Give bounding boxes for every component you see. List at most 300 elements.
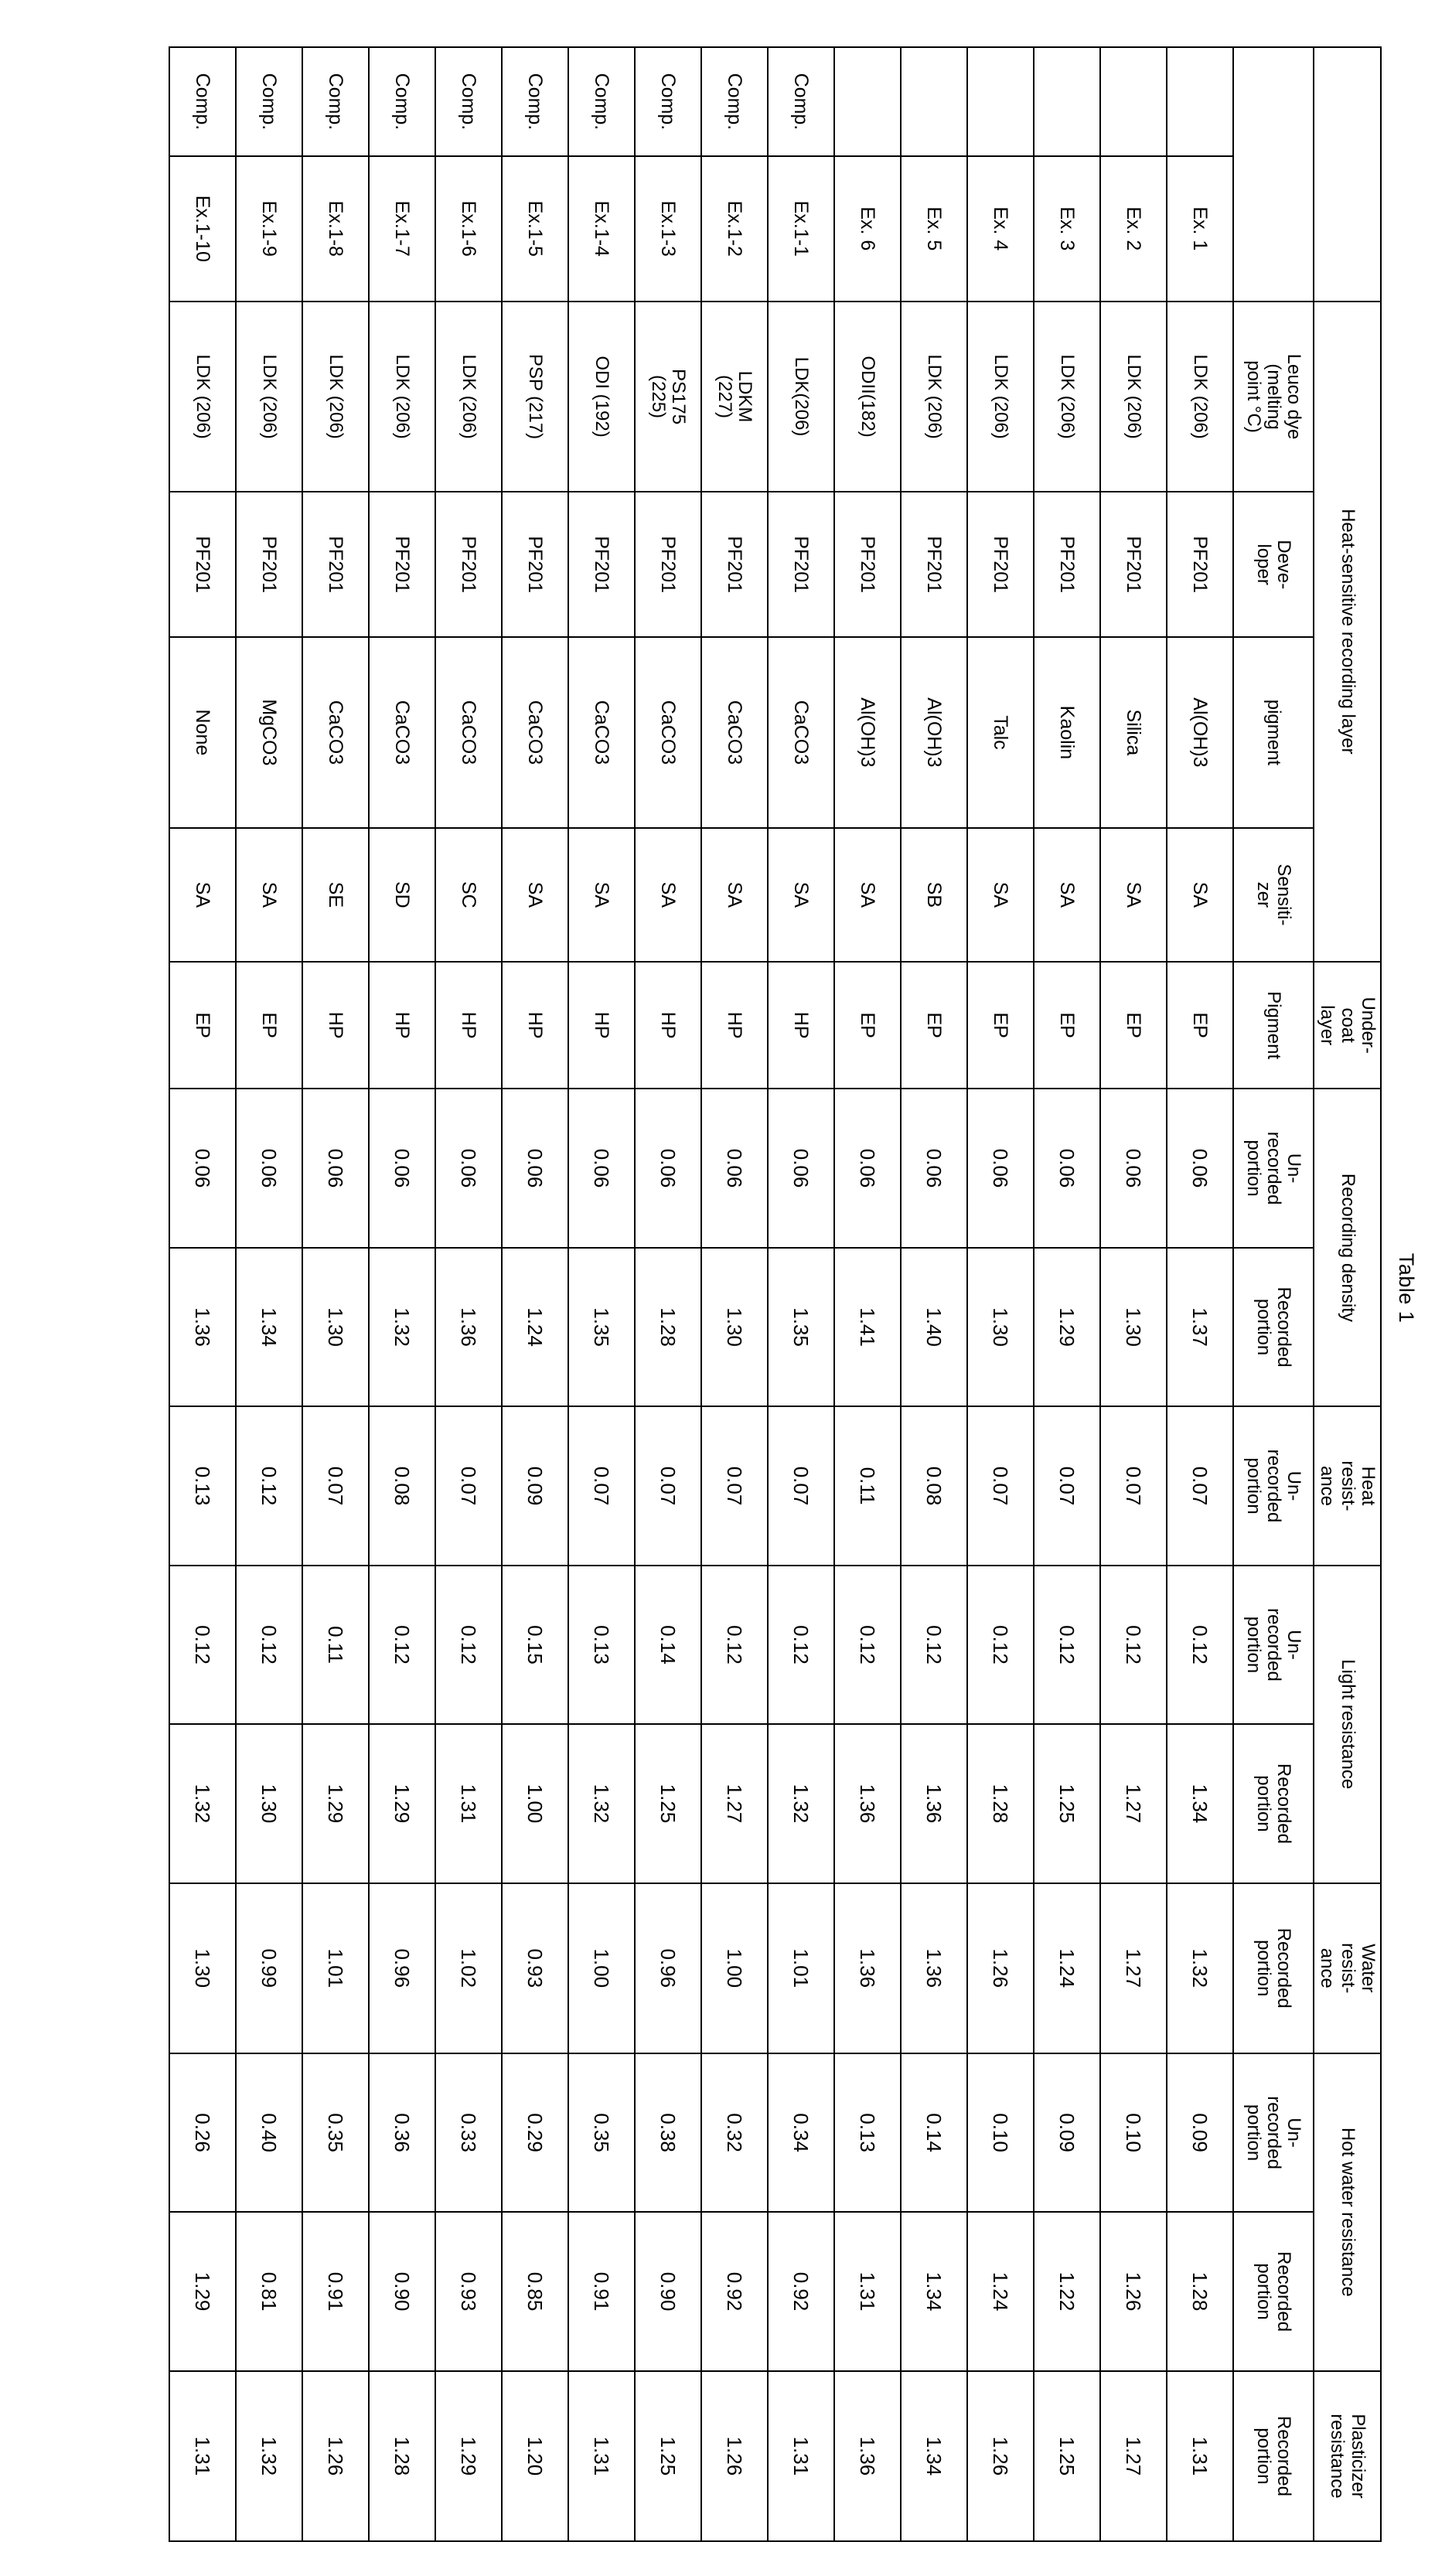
cell-plast-recorded: 1.32 <box>236 2371 302 2541</box>
table-row <box>635 47 701 2541</box>
cell-undercoat-pigment: EP <box>1167 962 1233 1089</box>
cell-sensitizer: SA <box>967 828 1034 962</box>
cell-water-recorded: 1.36 <box>834 1883 901 2053</box>
header-heat-resistance: Heat resist- ance <box>1314 1406 1381 1565</box>
table-row <box>1167 47 1233 2541</box>
cell-rd-recorded: 1.36 <box>435 1248 502 1406</box>
table-head <box>1233 47 1381 2541</box>
subheader-developer: Deve- loper <box>1233 492 1314 637</box>
cell-heat-unrecorded: 0.13 <box>169 1406 236 1565</box>
cell-leuco-dye: LDK (206) <box>435 302 502 492</box>
cell-light-unrecorded: 0.12 <box>834 1566 901 1724</box>
row-prefix-label <box>1034 47 1100 156</box>
row-prefix-label: Comp. <box>768 47 834 156</box>
cell-rd-unrecorded: 0.06 <box>701 1089 768 1247</box>
cell-sensitizer: SC <box>435 828 502 962</box>
table-row <box>768 47 834 2541</box>
cell-developer: PF201 <box>1167 492 1233 637</box>
header-plasticizer-resistance: Plasticizer resistance <box>1314 2371 1381 2541</box>
cell-undercoat-pigment: EP <box>967 962 1034 1089</box>
cell-leuco-dye: LDK (206) <box>967 302 1034 492</box>
subheader-plast-recorded: Recorded portion <box>1233 2371 1314 2541</box>
cell-hot-recorded: 1.31 <box>834 2212 901 2370</box>
cell-water-recorded: 1.00 <box>568 1883 635 2053</box>
cell-developer: PF201 <box>236 492 302 637</box>
cell-plast-recorded: 1.26 <box>967 2371 1034 2541</box>
header-recording-density: Recording density <box>1314 1089 1381 1406</box>
cell-rd-unrecorded: 0.06 <box>1034 1089 1100 1247</box>
cell-hot-recorded: 1.29 <box>169 2212 236 2370</box>
cell-rd-unrecorded: 0.06 <box>967 1089 1034 1247</box>
cell-light-recorded: 1.32 <box>169 1724 236 1883</box>
table-row <box>435 47 502 2541</box>
cell-undercoat-pigment: HP <box>701 962 768 1089</box>
cell-hot-unrecorded: 0.13 <box>834 2053 901 2212</box>
table-area <box>169 0 1382 2576</box>
cell-sensitizer: SA <box>768 828 834 962</box>
cell-rd-unrecorded: 0.06 <box>502 1089 568 1247</box>
cell-undercoat-pigment: HP <box>369 962 435 1089</box>
cell-light-unrecorded: 0.12 <box>1034 1566 1100 1724</box>
cell-plast-recorded: 1.36 <box>834 2371 901 2541</box>
subheader-rd-recorded: Recorded portion <box>1233 1248 1314 1406</box>
cell-sensitizer: SE <box>302 828 369 962</box>
cell-hot-recorded: 0.81 <box>236 2212 302 2370</box>
cell-water-recorded: 1.32 <box>1167 1883 1233 2053</box>
cell-rd-recorded: 1.24 <box>502 1248 568 1406</box>
subheader-hot-recorded: Recorded portion <box>1233 2212 1314 2370</box>
cell-water-recorded: 1.36 <box>901 1883 967 2053</box>
cell-undercoat-pigment: EP <box>236 962 302 1089</box>
cell-rd-unrecorded: 0.06 <box>169 1089 236 1247</box>
cell-light-recorded: 1.32 <box>568 1724 635 1883</box>
cell-light-unrecorded: 0.12 <box>1100 1566 1167 1724</box>
cell-hot-recorded: 0.85 <box>502 2212 568 2370</box>
cell-plast-recorded: 1.28 <box>369 2371 435 2541</box>
table-row <box>901 47 967 2541</box>
cell-light-unrecorded: 0.12 <box>901 1566 967 1724</box>
cell-leuco-dye: ODI (192) <box>568 302 635 492</box>
cell-hot-recorded: 0.92 <box>701 2212 768 2370</box>
cell-sensitizer: SA <box>701 828 768 962</box>
cell-light-recorded: 1.25 <box>1034 1724 1100 1883</box>
table-body <box>169 47 1233 2541</box>
cell-light-unrecorded: 0.11 <box>302 1566 369 1724</box>
cell-rd-unrecorded: 0.06 <box>435 1089 502 1247</box>
cell-hot-unrecorded: 0.09 <box>1034 2053 1100 2212</box>
data-table <box>169 46 1382 2542</box>
row-name-label: Ex. 5 <box>901 156 967 302</box>
cell-heat-unrecorded: 0.07 <box>1100 1406 1167 1565</box>
cell-rd-recorded: 1.37 <box>1167 1248 1233 1406</box>
cell-plast-recorded: 1.31 <box>169 2371 236 2541</box>
row-name-label: Ex. 3 <box>1034 156 1100 302</box>
cell-pigment: Al(OH)3 <box>901 637 967 828</box>
cell-pigment: CaCO3 <box>435 637 502 828</box>
cell-developer: PF201 <box>169 492 236 637</box>
cell-plast-recorded: 1.25 <box>635 2371 701 2541</box>
cell-pigment: Kaolin <box>1034 637 1100 828</box>
cell-light-recorded: 1.31 <box>435 1724 502 1883</box>
cell-hot-recorded: 1.34 <box>901 2212 967 2370</box>
cell-undercoat-pigment: EP <box>1034 962 1100 1089</box>
cell-plast-recorded: 1.25 <box>1034 2371 1100 2541</box>
cell-light-recorded: 1.30 <box>236 1724 302 1883</box>
cell-water-recorded: 1.24 <box>1034 1883 1100 2053</box>
cell-plast-recorded: 1.31 <box>1167 2371 1233 2541</box>
row-prefix-label: Comp. <box>502 47 568 156</box>
cell-rd-unrecorded: 0.06 <box>1100 1089 1167 1247</box>
cell-heat-unrecorded: 0.07 <box>701 1406 768 1565</box>
cell-plast-recorded: 1.31 <box>768 2371 834 2541</box>
cell-pigment: MgCO3 <box>236 637 302 828</box>
cell-leuco-dye: PSP (217) <box>502 302 568 492</box>
cell-heat-unrecorded: 0.09 <box>502 1406 568 1565</box>
cell-light-unrecorded: 0.12 <box>768 1566 834 1724</box>
cell-leuco-dye: LDK (206) <box>369 302 435 492</box>
cell-heat-unrecorded: 0.07 <box>568 1406 635 1565</box>
cell-hot-unrecorded: 0.35 <box>302 2053 369 2212</box>
row-name-label: Ex.1-5 <box>502 156 568 302</box>
cell-plast-recorded: 1.29 <box>435 2371 502 2541</box>
cell-hot-recorded: 1.28 <box>1167 2212 1233 2370</box>
cell-sensitizer: SA <box>1034 828 1100 962</box>
cell-pigment: CaCO3 <box>502 637 568 828</box>
cell-undercoat-pigment: HP <box>768 962 834 1089</box>
cell-hot-recorded: 0.93 <box>435 2212 502 2370</box>
cell-undercoat-pigment: EP <box>169 962 236 1089</box>
subheader-undercoat-pigment: Pigment <box>1233 962 1314 1089</box>
cell-undercoat-pigment: HP <box>635 962 701 1089</box>
cell-sensitizer: SA <box>635 828 701 962</box>
cell-undercoat-pigment: EP <box>901 962 967 1089</box>
row-prefix-label <box>1167 47 1233 156</box>
header-blank-corner <box>1314 47 1381 302</box>
cell-rd-unrecorded: 0.06 <box>236 1089 302 1247</box>
cell-heat-unrecorded: 0.07 <box>967 1406 1034 1565</box>
cell-rd-unrecorded: 0.06 <box>302 1089 369 1247</box>
cell-sensitizer: SA <box>834 828 901 962</box>
row-name-label: Ex.1-3 <box>635 156 701 302</box>
cell-leuco-dye: LDK (206) <box>1034 302 1100 492</box>
cell-water-recorded: 1.26 <box>967 1883 1034 2053</box>
cell-developer: PF201 <box>701 492 768 637</box>
cell-rd-recorded: 1.30 <box>1100 1248 1167 1406</box>
cell-hot-unrecorded: 0.35 <box>568 2053 635 2212</box>
cell-pigment: CaCO3 <box>768 637 834 828</box>
cell-undercoat-pigment: HP <box>435 962 502 1089</box>
cell-rd-recorded: 1.34 <box>236 1248 302 1406</box>
cell-pigment: Talc <box>967 637 1034 828</box>
cell-plast-recorded: 1.34 <box>901 2371 967 2541</box>
cell-undercoat-pigment: HP <box>302 962 369 1089</box>
cell-light-unrecorded: 0.12 <box>1167 1566 1233 1724</box>
row-prefix-label <box>901 47 967 156</box>
cell-light-unrecorded: 0.12 <box>369 1566 435 1724</box>
cell-developer: PF201 <box>1034 492 1100 637</box>
cell-developer: PF201 <box>834 492 901 637</box>
header-water-resistance: Water resist- ance <box>1314 1883 1381 2053</box>
cell-light-unrecorded: 0.12 <box>435 1566 502 1724</box>
header-hot-water-resistance: Hot water resistance <box>1314 2053 1381 2371</box>
cell-pigment: Silica <box>1100 637 1167 828</box>
row-name-label: Ex.1-4 <box>568 156 635 302</box>
cell-rd-recorded: 1.30 <box>701 1248 768 1406</box>
header-blank-corner-2 <box>1233 47 1314 302</box>
cell-light-unrecorded: 0.12 <box>967 1566 1034 1724</box>
cell-light-recorded: 1.27 <box>1100 1724 1167 1883</box>
cell-leuco-dye: ODII(182) <box>834 302 901 492</box>
row-prefix-label: Comp. <box>435 47 502 156</box>
row-name-label: Ex. 6 <box>834 156 901 302</box>
table-row <box>834 47 901 2541</box>
subheader-leuco-dye: Leuco dye (melting point °C) <box>1233 302 1314 492</box>
table-row <box>502 47 568 2541</box>
cell-rd-unrecorded: 0.06 <box>834 1089 901 1247</box>
cell-sensitizer: SA <box>1100 828 1167 962</box>
row-name-label: Ex. 4 <box>967 156 1034 302</box>
table-row <box>1100 47 1167 2541</box>
row-name-label: Ex.1-9 <box>236 156 302 302</box>
cell-sensitizer: SA <box>236 828 302 962</box>
cell-leuco-dye: LDK (206) <box>1100 302 1167 492</box>
table-row <box>236 47 302 2541</box>
cell-developer: PF201 <box>768 492 834 637</box>
cell-heat-unrecorded: 0.07 <box>635 1406 701 1565</box>
cell-light-recorded: 1.36 <box>901 1724 967 1883</box>
table-row <box>369 47 435 2541</box>
cell-undercoat-pigment: EP <box>834 962 901 1089</box>
cell-hot-unrecorded: 0.40 <box>236 2053 302 2212</box>
table-row <box>302 47 369 2541</box>
row-name-label: Ex.1-1 <box>768 156 834 302</box>
cell-rd-unrecorded: 0.06 <box>635 1089 701 1247</box>
cell-water-recorded: 0.99 <box>236 1883 302 2053</box>
cell-light-recorded: 1.25 <box>635 1724 701 1883</box>
cell-pigment: Al(OH)3 <box>834 637 901 828</box>
cell-heat-unrecorded: 0.12 <box>236 1406 302 1565</box>
cell-water-recorded: 1.30 <box>169 1883 236 2053</box>
table-row <box>568 47 635 2541</box>
table-caption: Table 1 <box>1395 1252 1418 1324</box>
cell-hot-unrecorded: 0.10 <box>967 2053 1034 2212</box>
header-light-resistance: Light resistance <box>1314 1566 1381 1883</box>
row-prefix-label <box>967 47 1034 156</box>
cell-light-unrecorded: 0.12 <box>701 1566 768 1724</box>
subheader-pigment: pigment <box>1233 637 1314 828</box>
cell-light-recorded: 1.00 <box>502 1724 568 1883</box>
cell-rd-recorded: 1.29 <box>1034 1248 1100 1406</box>
cell-plast-recorded: 1.26 <box>302 2371 369 2541</box>
row-prefix-label: Comp. <box>169 47 236 156</box>
cell-developer: PF201 <box>635 492 701 637</box>
cell-water-recorded: 1.01 <box>768 1883 834 2053</box>
table-row <box>701 47 768 2541</box>
cell-leuco-dye: LDK (206) <box>901 302 967 492</box>
cell-sensitizer: SA <box>568 828 635 962</box>
cell-leuco-dye: LDK (206) <box>1167 302 1233 492</box>
cell-water-recorded: 0.96 <box>635 1883 701 2053</box>
row-prefix-label: Comp. <box>369 47 435 156</box>
cell-light-recorded: 1.29 <box>369 1724 435 1883</box>
cell-light-recorded: 1.34 <box>1167 1724 1233 1883</box>
row-name-label: Ex. 1 <box>1167 156 1233 302</box>
cell-developer: PF201 <box>302 492 369 637</box>
row-name-label: Ex. 2 <box>1100 156 1167 302</box>
header-row-sub <box>1233 47 1314 2541</box>
cell-rd-recorded: 1.30 <box>967 1248 1034 1406</box>
cell-hot-unrecorded: 0.33 <box>435 2053 502 2212</box>
cell-rd-unrecorded: 0.06 <box>768 1089 834 1247</box>
cell-pigment: CaCO3 <box>701 637 768 828</box>
subheader-hot-unrecorded: Un- recorded portion <box>1233 2053 1314 2212</box>
row-name-label: Ex.1-6 <box>435 156 502 302</box>
cell-water-recorded: 1.02 <box>435 1883 502 2053</box>
cell-pigment: Al(OH)3 <box>1167 637 1233 828</box>
cell-hot-recorded: 0.90 <box>635 2212 701 2370</box>
cell-rd-recorded: 1.35 <box>768 1248 834 1406</box>
cell-rd-recorded: 1.35 <box>568 1248 635 1406</box>
cell-light-unrecorded: 0.12 <box>236 1566 302 1724</box>
cell-light-unrecorded: 0.14 <box>635 1566 701 1724</box>
cell-light-recorded: 1.36 <box>834 1724 901 1883</box>
cell-hot-unrecorded: 0.14 <box>901 2053 967 2212</box>
cell-light-recorded: 1.28 <box>967 1724 1034 1883</box>
cell-heat-unrecorded: 0.07 <box>768 1406 834 1565</box>
cell-rd-unrecorded: 0.06 <box>1167 1089 1233 1247</box>
cell-hot-unrecorded: 0.10 <box>1100 2053 1167 2212</box>
subheader-light-unrecorded: Un- recorded portion <box>1233 1566 1314 1724</box>
cell-leuco-dye: LDK (206) <box>236 302 302 492</box>
cell-pigment: None <box>169 637 236 828</box>
cell-plast-recorded: 1.31 <box>568 2371 635 2541</box>
cell-water-recorded: 0.93 <box>502 1883 568 2053</box>
cell-rd-recorded: 1.32 <box>369 1248 435 1406</box>
cell-hot-unrecorded: 0.38 <box>635 2053 701 2212</box>
cell-rd-recorded: 1.41 <box>834 1248 901 1406</box>
cell-hot-recorded: 1.24 <box>967 2212 1034 2370</box>
cell-pigment: CaCO3 <box>635 637 701 828</box>
cell-leuco-dye: PS175 (225) <box>635 302 701 492</box>
cell-hot-recorded: 0.91 <box>302 2212 369 2370</box>
cell-hot-recorded: 0.91 <box>568 2212 635 2370</box>
cell-hot-recorded: 1.22 <box>1034 2212 1100 2370</box>
row-name-label: Ex.1-8 <box>302 156 369 302</box>
cell-hot-unrecorded: 0.09 <box>1167 2053 1233 2212</box>
cell-heat-unrecorded: 0.07 <box>1034 1406 1100 1565</box>
row-prefix-label: Comp. <box>701 47 768 156</box>
cell-leuco-dye: LDK (206) <box>169 302 236 492</box>
cell-heat-unrecorded: 0.07 <box>302 1406 369 1565</box>
row-prefix-label <box>834 47 901 156</box>
cell-light-recorded: 1.27 <box>701 1724 768 1883</box>
row-prefix-label: Comp. <box>568 47 635 156</box>
cell-undercoat-pigment: HP <box>568 962 635 1089</box>
cell-leuco-dye: LDK (206) <box>302 302 369 492</box>
header-row-group <box>1314 47 1381 2541</box>
row-name-label: Ex.1-7 <box>369 156 435 302</box>
subheader-light-recorded: Recorded portion <box>1233 1724 1314 1883</box>
cell-water-recorded: 1.00 <box>701 1883 768 2053</box>
table-row <box>1034 47 1100 2541</box>
subheader-water-recorded: Recorded portion <box>1233 1883 1314 2053</box>
cell-rd-recorded: 1.28 <box>635 1248 701 1406</box>
cell-hot-recorded: 0.92 <box>768 2212 834 2370</box>
cell-pigment: CaCO3 <box>568 637 635 828</box>
cell-developer: PF201 <box>967 492 1034 637</box>
cell-light-unrecorded: 0.15 <box>502 1566 568 1724</box>
cell-rd-recorded: 1.40 <box>901 1248 967 1406</box>
cell-sensitizer: SA <box>1167 828 1233 962</box>
cell-water-recorded: 1.01 <box>302 1883 369 2053</box>
header-recording-layer: Heat-sensitive recording layer <box>1314 302 1381 962</box>
row-prefix-label: Comp. <box>236 47 302 156</box>
cell-hot-unrecorded: 0.34 <box>768 2053 834 2212</box>
cell-hot-unrecorded: 0.26 <box>169 2053 236 2212</box>
row-prefix-label <box>1100 47 1167 156</box>
cell-pigment: CaCO3 <box>369 637 435 828</box>
cell-plast-recorded: 1.26 <box>701 2371 768 2541</box>
cell-rd-unrecorded: 0.06 <box>369 1089 435 1247</box>
cell-light-unrecorded: 0.12 <box>169 1566 236 1724</box>
cell-plast-recorded: 1.27 <box>1100 2371 1167 2541</box>
cell-light-recorded: 1.32 <box>768 1724 834 1883</box>
cell-hot-unrecorded: 0.29 <box>502 2053 568 2212</box>
cell-hot-unrecorded: 0.36 <box>369 2053 435 2212</box>
row-prefix-label: Comp. <box>635 47 701 156</box>
table-row <box>967 47 1034 2541</box>
cell-hot-unrecorded: 0.32 <box>701 2053 768 2212</box>
cell-leuco-dye: LDKM (227) <box>701 302 768 492</box>
cell-heat-unrecorded: 0.08 <box>369 1406 435 1565</box>
cell-heat-unrecorded: 0.11 <box>834 1406 901 1565</box>
cell-rd-unrecorded: 0.06 <box>901 1089 967 1247</box>
cell-developer: PF201 <box>901 492 967 637</box>
cell-heat-unrecorded: 0.07 <box>1167 1406 1233 1565</box>
row-name-label: Ex.1-10 <box>169 156 236 302</box>
table-row <box>169 47 236 2541</box>
cell-undercoat-pigment: HP <box>502 962 568 1089</box>
cell-sensitizer: SA <box>502 828 568 962</box>
cell-rd-recorded: 1.36 <box>169 1248 236 1406</box>
cell-pigment: CaCO3 <box>302 637 369 828</box>
cell-developer: PF201 <box>502 492 568 637</box>
cell-hot-recorded: 1.26 <box>1100 2212 1167 2370</box>
subheader-heat-unrecorded: Un- recorded portion <box>1233 1406 1314 1565</box>
cell-developer: PF201 <box>369 492 435 637</box>
cell-water-recorded: 1.27 <box>1100 1883 1167 2053</box>
cell-developer: PF201 <box>568 492 635 637</box>
cell-hot-recorded: 0.90 <box>369 2212 435 2370</box>
cell-undercoat-pigment: EP <box>1100 962 1167 1089</box>
cell-light-unrecorded: 0.13 <box>568 1566 635 1724</box>
cell-developer: PF201 <box>1100 492 1167 637</box>
cell-leuco-dye: LDK(206) <box>768 302 834 492</box>
cell-light-recorded: 1.29 <box>302 1724 369 1883</box>
subheader-sensitizer: Sensiti- zer <box>1233 828 1314 962</box>
cell-heat-unrecorded: 0.07 <box>435 1406 502 1565</box>
cell-sensitizer: SD <box>369 828 435 962</box>
cell-sensitizer: SB <box>901 828 967 962</box>
subheader-rd-unrecorded: Un- recorded portion <box>1233 1089 1314 1247</box>
header-undercoat-layer: Under- coat layer <box>1314 962 1381 1089</box>
cell-developer: PF201 <box>435 492 502 637</box>
cell-water-recorded: 0.96 <box>369 1883 435 2053</box>
cell-rd-recorded: 1.30 <box>302 1248 369 1406</box>
cell-rd-unrecorded: 0.06 <box>568 1089 635 1247</box>
row-name-label: Ex.1-2 <box>701 156 768 302</box>
cell-heat-unrecorded: 0.08 <box>901 1406 967 1565</box>
